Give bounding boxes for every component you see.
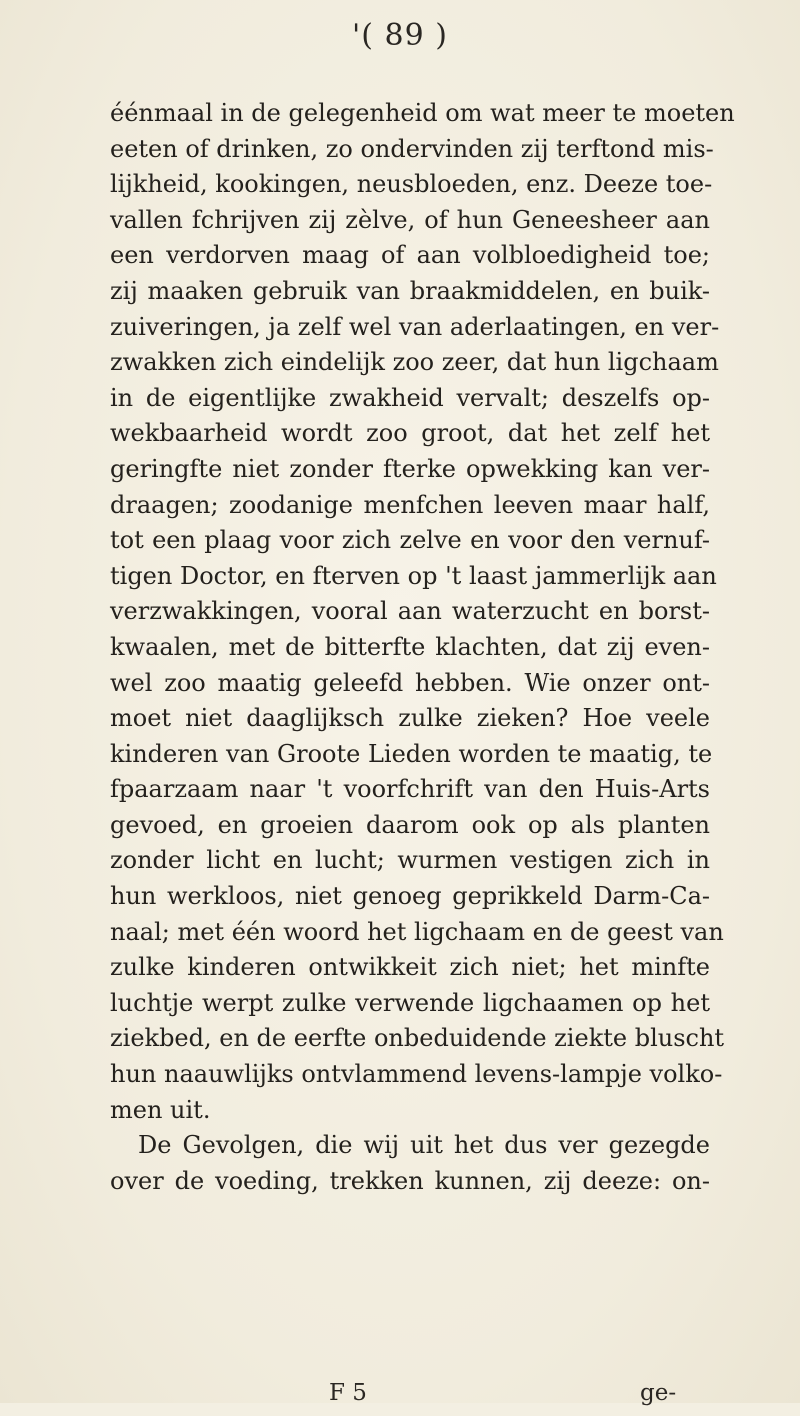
- text-line-19: kinderen van Groote Lieden worden te maatig, te: [110, 739, 713, 768]
- text-line-12: draagen; zoodanige menfchen leeven maar half,: [110, 490, 710, 519]
- text-line-17: wel zoo maatig geleefd hebben. Wie onzer ont-: [110, 668, 710, 697]
- catchword: ge-: [640, 1380, 677, 1406]
- text-line-23: hun werkloos, niet genoeg geprikkeld Darm-Ca-: [110, 882, 710, 911]
- text-line-4: vallen fchrijven zij zèlve, of hun Geneesheer aan: [110, 205, 710, 234]
- text-line-5: een verdorven maag of aan volbloedigheid toe;: [110, 241, 710, 270]
- text-line-2: eeten of drinken, zo ondervinden zij terftond mis-: [110, 134, 714, 163]
- text-line-8: zwakken zich eindelijk zoo zeer, dat hun ligchaam: [110, 348, 719, 377]
- text-line-20: fpaarzaam naar 't voorfchrift van den Huis-Arts: [110, 775, 710, 804]
- text-line-31: over de voeding, trekken kunnen, zij deeze: on-: [110, 1166, 710, 1195]
- body-text: [110, 96, 735, 1199]
- text-line-21: gevoed, en groeien daarom ook op als planten: [110, 810, 710, 839]
- page-number: '( 89 ): [352, 18, 448, 53]
- page-footer: [0, 1380, 800, 1416]
- signature-mark: F 5: [329, 1380, 367, 1406]
- text-line-26: luchtje werpt zulke verwende ligchaamen op het: [110, 988, 710, 1017]
- text-line-15: verzwakkingen, vooral aan waterzucht en borst-: [110, 597, 710, 626]
- text-line-24: naal; met één woord het ligchaam en de geest van: [110, 917, 724, 946]
- text-line-29: men uit.: [110, 1095, 211, 1124]
- text-line-22: zonder licht en lucht; wurmen vestigen zich in: [110, 846, 710, 875]
- text-line-18: moet niet daaglijksch zulke zieken? Hoe veele: [110, 704, 710, 733]
- text-line-1: éénmaal in de gelegenheid om wat meer te moeten: [110, 99, 735, 127]
- text-line-9: in de eigentlijke zwakheid vervalt; deszelfs op-: [110, 383, 710, 412]
- text-line-13: tot een plaag voor zich zelve en voor den vernuf-: [110, 526, 710, 555]
- text-line-11: geringfte niet zonder fterke opwekking kan ver-: [110, 454, 710, 483]
- text-line-30: De Gevolgen, die wij uit het dus ver gezegde: [138, 1131, 710, 1160]
- text-line-10: wekbaarheid wordt zoo groot, dat het zelf het: [110, 419, 710, 448]
- text-line-3: lijkheid, kookingen, neusbloeden, enz. Deeze toe-: [110, 170, 713, 199]
- text-line-7: zuiveringen, ja zelf wel van aderlaatingen, en ver-: [110, 312, 720, 341]
- text-line-25: zulke kinderen ontwikkeit zich niet; het minfte: [110, 953, 710, 982]
- text-line-27: ziekbed, en de eerfte onbeduidende ziekte bluscht: [110, 1024, 725, 1053]
- text-line-16: kwaalen, met de bitterfte klachten, dat zij even-: [110, 632, 710, 661]
- text-line-14: tigen Doctor, en fterven op 't laast jammerlijk aan: [110, 561, 717, 590]
- text-line-6: zij maaken gebruik van braakmiddelen, en buik-: [110, 276, 710, 305]
- text-line-28: hun naauwlijks ontvlammend levens-lampje volko-: [110, 1060, 723, 1089]
